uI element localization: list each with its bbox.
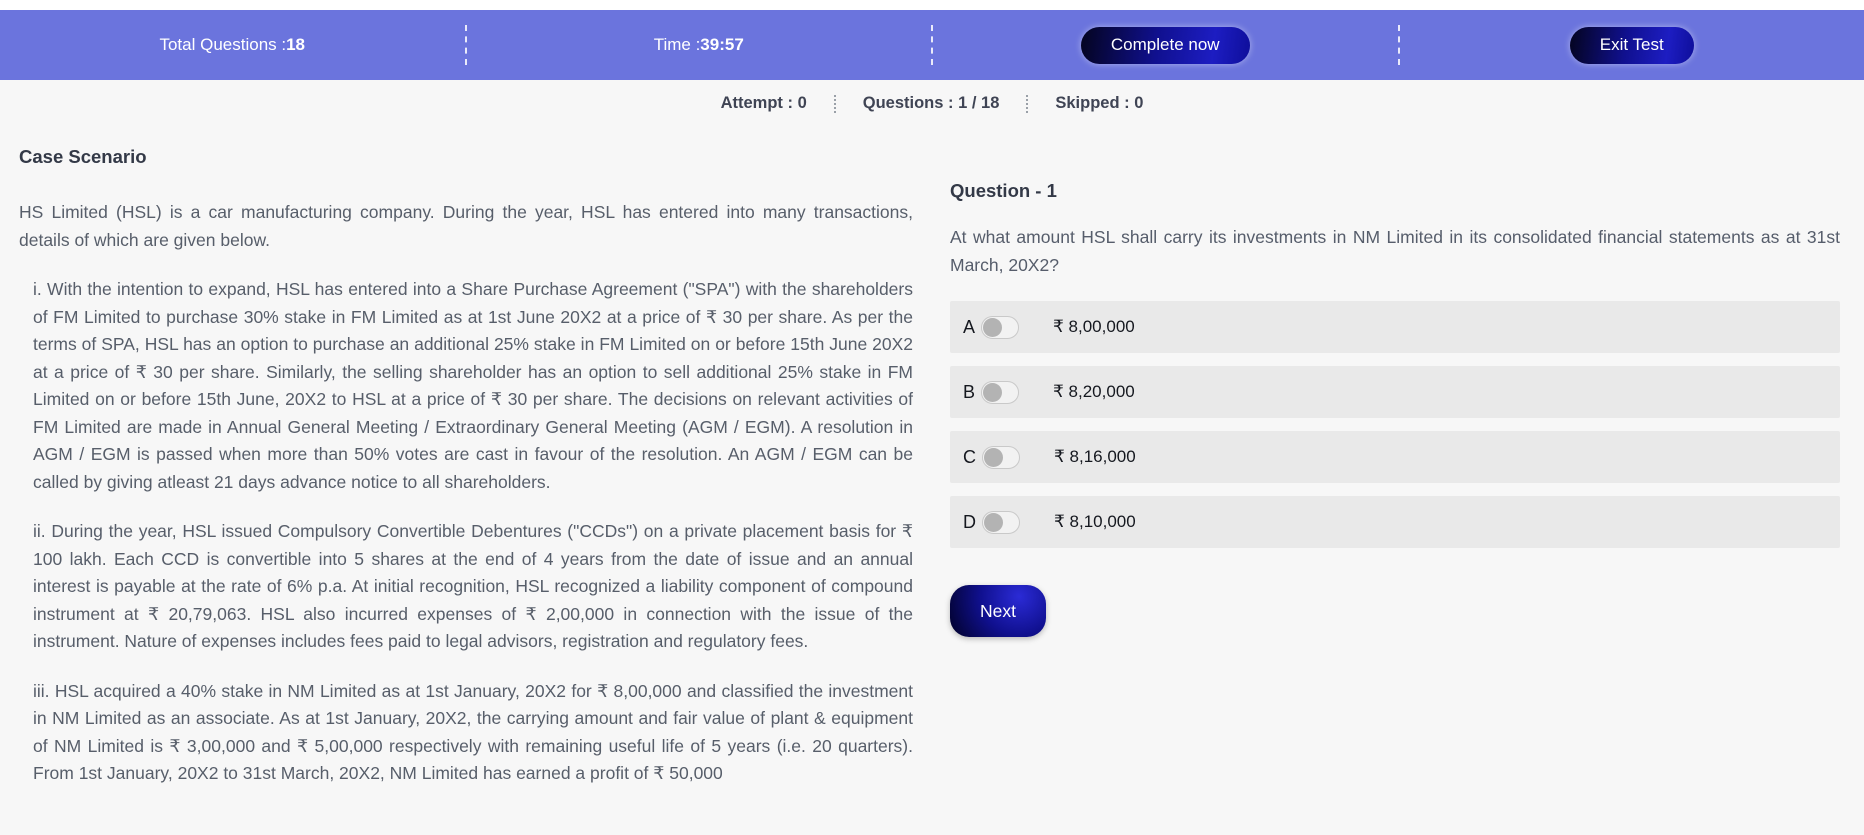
complete-now-cell bbox=[933, 10, 1398, 80]
option-value: ₹ 8,10,000 bbox=[1054, 512, 1136, 531]
total-questions-value: 18 bbox=[286, 35, 306, 54]
options-list bbox=[950, 301, 1840, 548]
exit-test-cell bbox=[1400, 10, 1864, 80]
test-header-bar bbox=[0, 10, 1864, 80]
time-counter bbox=[467, 10, 932, 80]
total-questions-label: Total Questions : bbox=[159, 35, 287, 54]
complete-now-button[interactable]: Complete now bbox=[1081, 27, 1250, 64]
case-scenario-title: Case Scenario bbox=[19, 146, 147, 167]
main-content bbox=[0, 146, 1864, 788]
option-letter: B bbox=[963, 381, 976, 402]
option-toggle[interactable] bbox=[982, 446, 1020, 469]
case-scenario-point-2: ii. During the year, HSL issued Compulsory Convertible Debentures ("CCDs") on a private placement basis for ₹ 100 lakh. Each CCD is convertible into 5 shares at the end of 4 years from the date of issue and an annual interest is payable at the rate of 6% p.a. At initial recognition, HSL recognized a liability component of compound instrument at ₹ 20,79,063. HSL also incurred expenses of ₹ 2,00,000 in connection with the issue of the instrument. Nature of expenses includes fees paid to legal advisors, registration and regulatory fees. bbox=[33, 521, 913, 651]
toggle-knob-icon bbox=[984, 513, 1003, 532]
top-strip bbox=[0, 0, 1864, 10]
progress-stats-row bbox=[0, 94, 1864, 113]
next-button[interactable]: Next bbox=[950, 585, 1046, 637]
option-toggle[interactable] bbox=[981, 316, 1019, 339]
option-letter: C bbox=[963, 446, 976, 467]
questions-progress: Questions : 1 / 18 bbox=[862, 94, 1000, 112]
option-row-a[interactable] bbox=[950, 301, 1840, 353]
option-letter: D bbox=[963, 511, 976, 532]
option-toggle[interactable] bbox=[982, 511, 1020, 534]
toggle-knob-icon bbox=[983, 383, 1002, 402]
attempt-count: Attempt : 0 bbox=[720, 94, 807, 112]
option-value: ₹ 8,00,000 bbox=[1053, 317, 1135, 336]
skipped-count: Skipped : 0 bbox=[1055, 94, 1144, 112]
toggle-knob-icon bbox=[983, 318, 1002, 337]
option-value: ₹ 8,16,000 bbox=[1054, 447, 1136, 466]
case-scenario-intro: HS Limited (HSL) is a car manufacturing company. During the year, HSL has entered into many transactions, details of which are given below. bbox=[19, 202, 913, 250]
option-letter: A bbox=[963, 316, 976, 337]
option-toggle[interactable] bbox=[981, 381, 1019, 404]
time-value: 39:57 bbox=[700, 35, 744, 54]
time-label: Time : bbox=[653, 35, 701, 54]
option-row-b[interactable] bbox=[950, 366, 1840, 418]
question-text: At what amount HSL shall carry its investments in NM Limited in its consolidated financial statements as at 31st March, 20X2? bbox=[950, 227, 1840, 275]
option-row-d[interactable] bbox=[950, 496, 1840, 548]
case-scenario-point-1: i. With the intention to expand, HSL has entered into a Share Purchase Agreement ("SPA") with the shareholders of FM Limited to purchase 30% stake in FM Limited as at 1st June 20X2 at a price of ₹ 30 per share. As per the terms of SPA, HSL has an option to purchase an additional 25% stake in FM Limited on or before 15th June 20X2 at a price of ₹ 30 per share. Similarly, the selling shareholder has an option to sell additional 25% stake in FM Limited on or before 15th June, 20X2 to HSL at a price of ₹ 30 per share. The decisions on relevant activities of FM Limited are made in Annual General Meeting / Extraordinary General Meeting (AGM / EGM). A resolution in AGM / EGM is passed when more than 50% votes are cast in favour of the resolution. An AGM / EGM can be called by giving atleast 21 days advance notice to all shareholders. bbox=[33, 279, 913, 492]
case-scenario-panel bbox=[19, 146, 913, 788]
option-row-c[interactable] bbox=[950, 431, 1840, 483]
case-scenario-point-3: iii. HSL acquired a 40% stake in NM Limited as at 1st January, 20X2 for ₹ 8,00,000 and classified the investment in NM Limited as an associate. As at 1st January, 20X2, the carrying amount and fair value of plant & equipment of NM Limited is ₹ 3,00,000 and ₹ 5,00,000 respectively with remaining useful life of 5 years (i.e. 20 quarters). From 1st January, 20X2 to 31st March, 20X2, NM Limited has earned a profit of ₹ 50,000 bbox=[33, 680, 913, 783]
option-value: ₹ 8,20,000 bbox=[1053, 382, 1135, 401]
question-title: Question - 1 bbox=[950, 180, 1057, 201]
question-panel bbox=[950, 146, 1840, 788]
total-questions-counter bbox=[0, 10, 465, 80]
toggle-knob-icon bbox=[984, 448, 1003, 467]
exit-test-button[interactable]: Exit Test bbox=[1570, 27, 1694, 64]
